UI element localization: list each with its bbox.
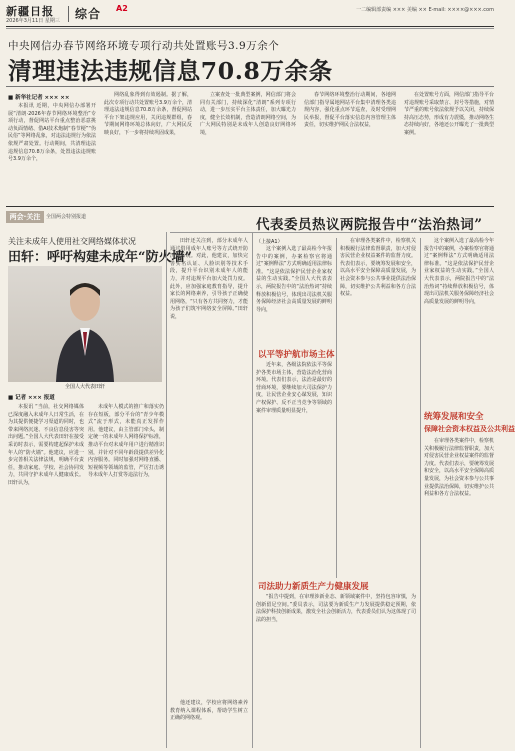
right-story-column-4: [340, 238, 416, 578]
column-divider: [420, 238, 421, 748]
masthead-rule: [6, 26, 494, 27]
right-story-column-3: [256, 594, 416, 748]
subheading-security: 统筹发展和安全: [424, 412, 484, 422]
top-story-column-5: [404, 92, 494, 204]
interview-column-1: [8, 404, 84, 748]
top-story-column-2: [104, 92, 192, 204]
paragraph: 本报讯 近期，中央网信办部署开展“清朗·2026年春节网络环境整治”专项行动，督促网站平台重点整治恶意挑动负面情绪、借AI技术炮制“春节梗”“伪民俗”等网络乱象，对违法违规行为依法依规严肃处置。行动期间，共清理违法违规信息70.8万余条，处置违法违规账号3.9万余个，: [8, 103, 96, 163]
interview-title: 田轩：呼吁构建未成年“防火墙”: [8, 250, 192, 265]
editor-info: 一二编辑部责编 ××× 美编 ×× E-mail: ××××@×××.com: [356, 7, 494, 13]
publication-name: 新疆日报: [6, 5, 54, 18]
top-story-headline: 清理违法违规信息70.8万余条: [8, 57, 333, 85]
paragraph: 这个案例入选了最高检今年报告中的案例，办案检察官将通过“案例释法”方式明确适用法律标准。“这是依法保护民营企业家权益的生动实践。”全国人大代表表示，两院报告中的“法治热词”持续释放积极信号，体现出司法机关服务保障经济社会高质量发展的鲜明导向，: [256, 246, 332, 313]
section-divider: [6, 206, 494, 207]
paragraph: 这个案例入选了最高检今年报告中的案例，办案检察官将通过“案例释法”方式明确适用法律标准。“这是依法保护民营企业家权益的生动实践。”全国人大代表表示，两院报告中的“法治热词”持续释放积极信号，体现出司法机关服务保障经济社会高质量发展的鲜明导向，: [424, 238, 495, 305]
paragraph: 近年来，各级法院依法平等保护各类市场主体，营造法治化营商环境。代表们表示，法治是最好的营商环境，要继续加大司法保护力度，让民营企业安心谋发展，知识产权保护、反不正当竞争等领域的案件审理质量明显提升，: [256, 362, 332, 414]
right-story-title: 代表委员热议两院报告中“法治热词”: [256, 217, 483, 233]
page-number: A2: [116, 4, 128, 13]
top-story-column-1: [8, 103, 96, 203]
interview-overline: 关注未成年人使用社交网络媒体状况: [8, 237, 136, 246]
masthead-rule-thin: [6, 28, 494, 29]
portrait-figure-icon: [52, 276, 118, 382]
right-story-column-6: [424, 438, 494, 748]
section-tag: 两会·关注: [6, 211, 44, 223]
right-story-column-5: [424, 238, 494, 406]
paragraph: 他还建议，学校应将网络素养教育纳入课程体系，帮助学生树立正确的网络观。: [170, 700, 248, 722]
masthead-divider: [68, 6, 69, 22]
paragraph: 在审理各类案件中，检察机关积极履行法律监督职责，加大对侵害民营企业权益案件的监督力度。代表们表示，要统筹发展和安全，以高水平安全保障高质量发展，为社会资本参与公共事业提供法治保障，切实维护公共利益和各方合法权益。: [340, 238, 416, 298]
right-story-byline: （上接A1）: [256, 239, 283, 245]
interview-column-3: [170, 238, 248, 748]
paragraph: “报告中提到，在审理涉新业态、新领域案件中，坚持包容审慎，为创新留足空间。”委员表示，司法要为新质生产力发展提供稳定预期，依法保护科技创新成果，激发全社会创新活力，代表委员们认为这体现了司法的担当，: [256, 594, 417, 623]
top-story-column-4: [304, 92, 396, 204]
top-story-subheadline: 中央网信办春节网络环境专项行动共处置账号3.9万余个: [8, 40, 280, 52]
right-story-column-2: [256, 362, 332, 576]
top-story-byline: ■ 新华社记者 ××× ××: [8, 95, 70, 101]
photo-caption: 全国人大代表田轩: [64, 384, 105, 390]
section-tag-subtitle: 全国两会特别报道: [46, 214, 87, 220]
headline-divider: [6, 86, 494, 87]
column-divider: [252, 232, 253, 748]
top-story-column-3: [200, 92, 296, 204]
subheading-new-productivity: 司法助力新质生产力健康发展: [258, 582, 369, 592]
interview-column-4: [170, 700, 248, 748]
paragraph: 春节网络环境整治行动期间，各地网信部门指导属地网站平台集中清理各类违规内容，强化重点环节巡查，及时受理网民举报，督促平台落实信息内容管理主体责任，切实维护网民合法权益，: [304, 92, 396, 129]
paragraph: 在审理各类案件中，检察机关积极履行法律监督职责，加大对侵害民营企业权益案件的监督力度。代表们表示，要统筹发展和安全，以高水平安全保障高质量发展，为社会资本参与公共事业提供法治保障，切实维护公共利益和各方合法权益。: [424, 438, 495, 498]
column-divider: [336, 238, 337, 578]
subheading-capital-rights: 保障社会资本权益及公共利益: [424, 424, 515, 433]
paragraph: 立案查处一批典型案例，网信部门将会同有关部门，持续深化“清朗”系列专项行动，进一步压实平台主体责任，加大曝光力度，健全长效机制，营造清朗网络空间，为广大网民特别是未成年人创造良好网络环境，: [200, 92, 296, 136]
interview-byline: ■ 记者 ××× 报道: [8, 395, 55, 401]
right-story-rule: [170, 232, 494, 233]
subheading-equal-protection: 以平等护航市场主体: [258, 350, 335, 360]
column-divider: [166, 232, 167, 748]
paragraph: 网络乱象得到有效遏制。据了解，此次专项行动共处置账号3.9万余个，清理违法违规信息70.8万余条，督促网站平台下架违规应用，关闭违规群组，春节期间网络环境总体向好，广大网民反映良好，下一步将持续巩固成果，: [104, 92, 192, 136]
issue-date: 2026年3月11日 星期三: [6, 18, 60, 24]
right-story-column-1: [256, 246, 332, 342]
interview-column-2: [88, 404, 164, 748]
paragraph: 未成年人模式的推广和落实仍存在短板，部分平台的“青少年模式”流于形式，未能真正发挥作用。他建议，由主管部门牵头，制定统一的未成年人网络保护标准，推动平台对未成年用户进行精准识别，并针对不同年龄段提供差异化内容服务。同时加强对网络直播、短视频等领域的监管，严厉打击诱导未成年人打赏等违法行为，: [88, 404, 164, 479]
section-name: 综合: [75, 7, 102, 21]
paragraph: 本报讯 “当前，社交网络媒体已深度融入未成年人日常生活，在为其提供便捷学习渠道的同时，也带来网络沉迷、不良信息侵害等突出问题。”全国人大代表田轩在接受采访时表示，需要构建起保护未成年人的“防火墙”。他建议，应进一步完善相关法律法规，明确平台责任，推动家庭、学校、社会协同发力，共同守护未成年人健康成长。田轩认为，: [8, 404, 84, 486]
paragraph: 田轩还关注到，部分未成年人通过借用成年人账号等方式绕开防沉迷系统。对此，他建议，加快完善实名认证、人脸识别等技术手段，提升平台识别未成年人的能力，并对违规平台加大处罚力度。此外，应加强家庭教育指导，提升家长的网络素养，引导孩子正确使用网络，“只有各方共同努力，才能为孩子们筑牢网络安全屏障。”田轩说，: [170, 238, 248, 320]
paragraph: 在处置账号方面，网信部门指导平台对违规账号采取禁言、封号等措施，对情节严重的账号依法依规予以关闭，持续保持高压态势，形成有力震慑，推动网络生态持续向好，各地还公开曝光了一批典型案例。: [404, 92, 495, 136]
